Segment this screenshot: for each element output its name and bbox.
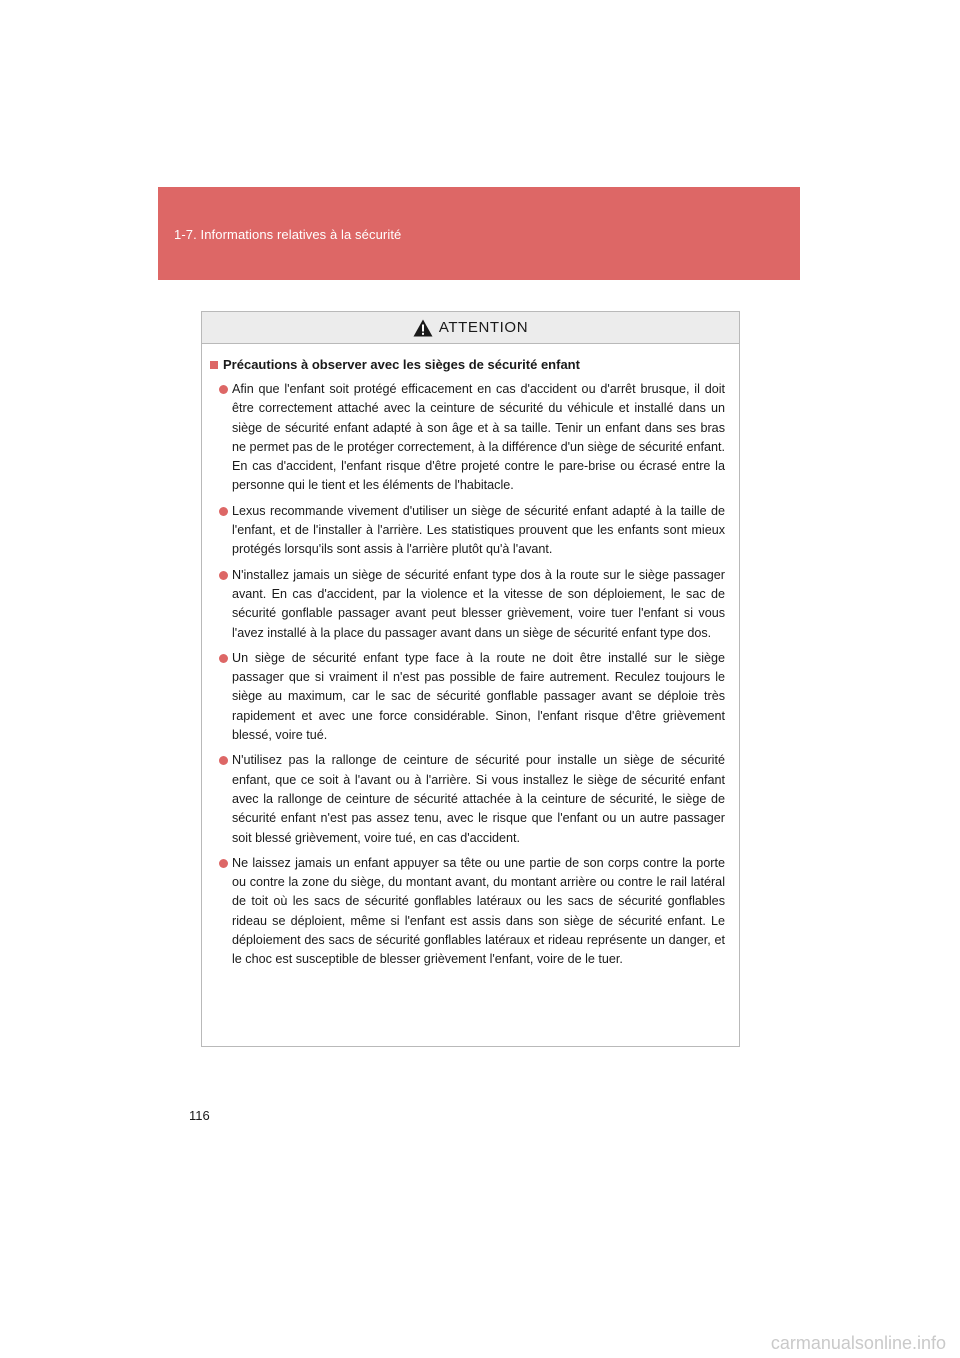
precaution-text: Afin que l'enfant soit protégé efficacement en cas d'accident ou d'arrêt brusque, il doit être correctement attaché avec la ceinture de sécurité du véhicule et installé dans un siège de sécurité enfant adapté à son âge et à sa taille. Tenir un enfant dans ses bras ne permet pas de le protéger correctement, à la différence d'un siège de sécurité enfant. En cas d'accident, l'enfant risque d'être projeté contre le pare-brise ou écrasé entre la personne qui le tient et les éléments de l'habitacle. bbox=[232, 382, 725, 493]
page-number: 116 bbox=[189, 1108, 210, 1123]
precaution-item bbox=[210, 649, 731, 745]
precaution-item bbox=[210, 854, 731, 970]
precaution-text: N'installez jamais un siège de sécurité enfant type dos à la route sur le siège passager avant. En cas d'accident, par la violence et la vitesse de son déploiement, le sac de sécurité gonflable passager avant peut blesser grièvement, voire tuer l'enfant si vous l'avez installé à la place du passager avant dans un siège de sécurité enfant type dos. bbox=[232, 567, 725, 640]
precaution-list bbox=[210, 380, 731, 970]
precaution-text: N'utilisez pas la rallonge de ceinture de sécurité pour installe un siège de sécurité enfant, que ce soit à l'avant ou à l'arrière. Si vous installez le siège de sécurité enfant avec la rallonge de ceinture de sécurité attachée à la ceinture de sécurité, le siège de sécurité enfant n'est pas assez tenu, avec le risque que l'enfant ou un autre passager soit blessé grièvement, voire tué, en cas d'accident. bbox=[232, 753, 725, 845]
section-header-band bbox=[158, 187, 800, 280]
dot-bullet-icon bbox=[219, 859, 228, 868]
dot-bullet-icon bbox=[219, 507, 228, 516]
warning-box bbox=[201, 311, 740, 1047]
precaution-text: Lexus recommande vivement d'utiliser un siège de sécurité enfant adapté à la taille de l'enfant, et de l'installer à l'arrière. Les statistiques prouvent que les enfants sont mieux protégés lorsqu'ils sont assis à l'arrière plutôt qu'à l'avant. bbox=[232, 503, 725, 557]
dot-bullet-icon bbox=[219, 571, 228, 580]
precaution-text: Un siège de sécurité enfant type face à la route ne doit être installé sur le siège passager que si vraiment il n'est pas possible de faire autrement. Reculez toujours le siège au maximum, car le sac de sécurité gonflable passager avant se déploie très rapidement et avec une force considérable. Sinon, l'enfant risque d'être grièvement blessé, voire tué. bbox=[232, 650, 725, 743]
dot-bullet-icon bbox=[219, 756, 228, 765]
warning-title: ATTENTION bbox=[438, 319, 529, 336]
watermark: carmanualsonline.info bbox=[770, 1333, 946, 1353]
section-title: 1-7. Informations relatives à la sécurité bbox=[174, 227, 402, 242]
dot-bullet-icon bbox=[219, 654, 228, 663]
warning-triangle-icon bbox=[413, 319, 433, 337]
precaution-item bbox=[210, 751, 731, 847]
precaution-text: Ne laissez jamais un enfant appuyer sa tête ou une partie de son corps contre la porte ou contre la zone du siège, du montant avant, du montant arrière ou contre le rail latéral de toit où les sacs de sécurité gonflables latéraux ou les sacs de sécurité gonflables rideau se déploient, même si l'enfant est assis dans son siège de sécurité enfant. Le déploiement des sacs de sécurité gonflables latéraux et rideau représente un danger, et le choc est susceptible de blesser grièvement l'enfant, voire de le tuer. bbox=[232, 855, 725, 967]
warning-subheading bbox=[210, 356, 731, 374]
precaution-item bbox=[210, 380, 731, 496]
warning-subheading-text: Précautions à observer avec les sièges de sécurité enfant bbox=[223, 357, 580, 372]
warning-body bbox=[202, 344, 739, 970]
dot-bullet-icon bbox=[219, 385, 228, 394]
precaution-item bbox=[210, 502, 731, 560]
precaution-item bbox=[210, 566, 731, 643]
square-bullet-icon bbox=[210, 361, 218, 369]
warning-header bbox=[202, 312, 739, 344]
